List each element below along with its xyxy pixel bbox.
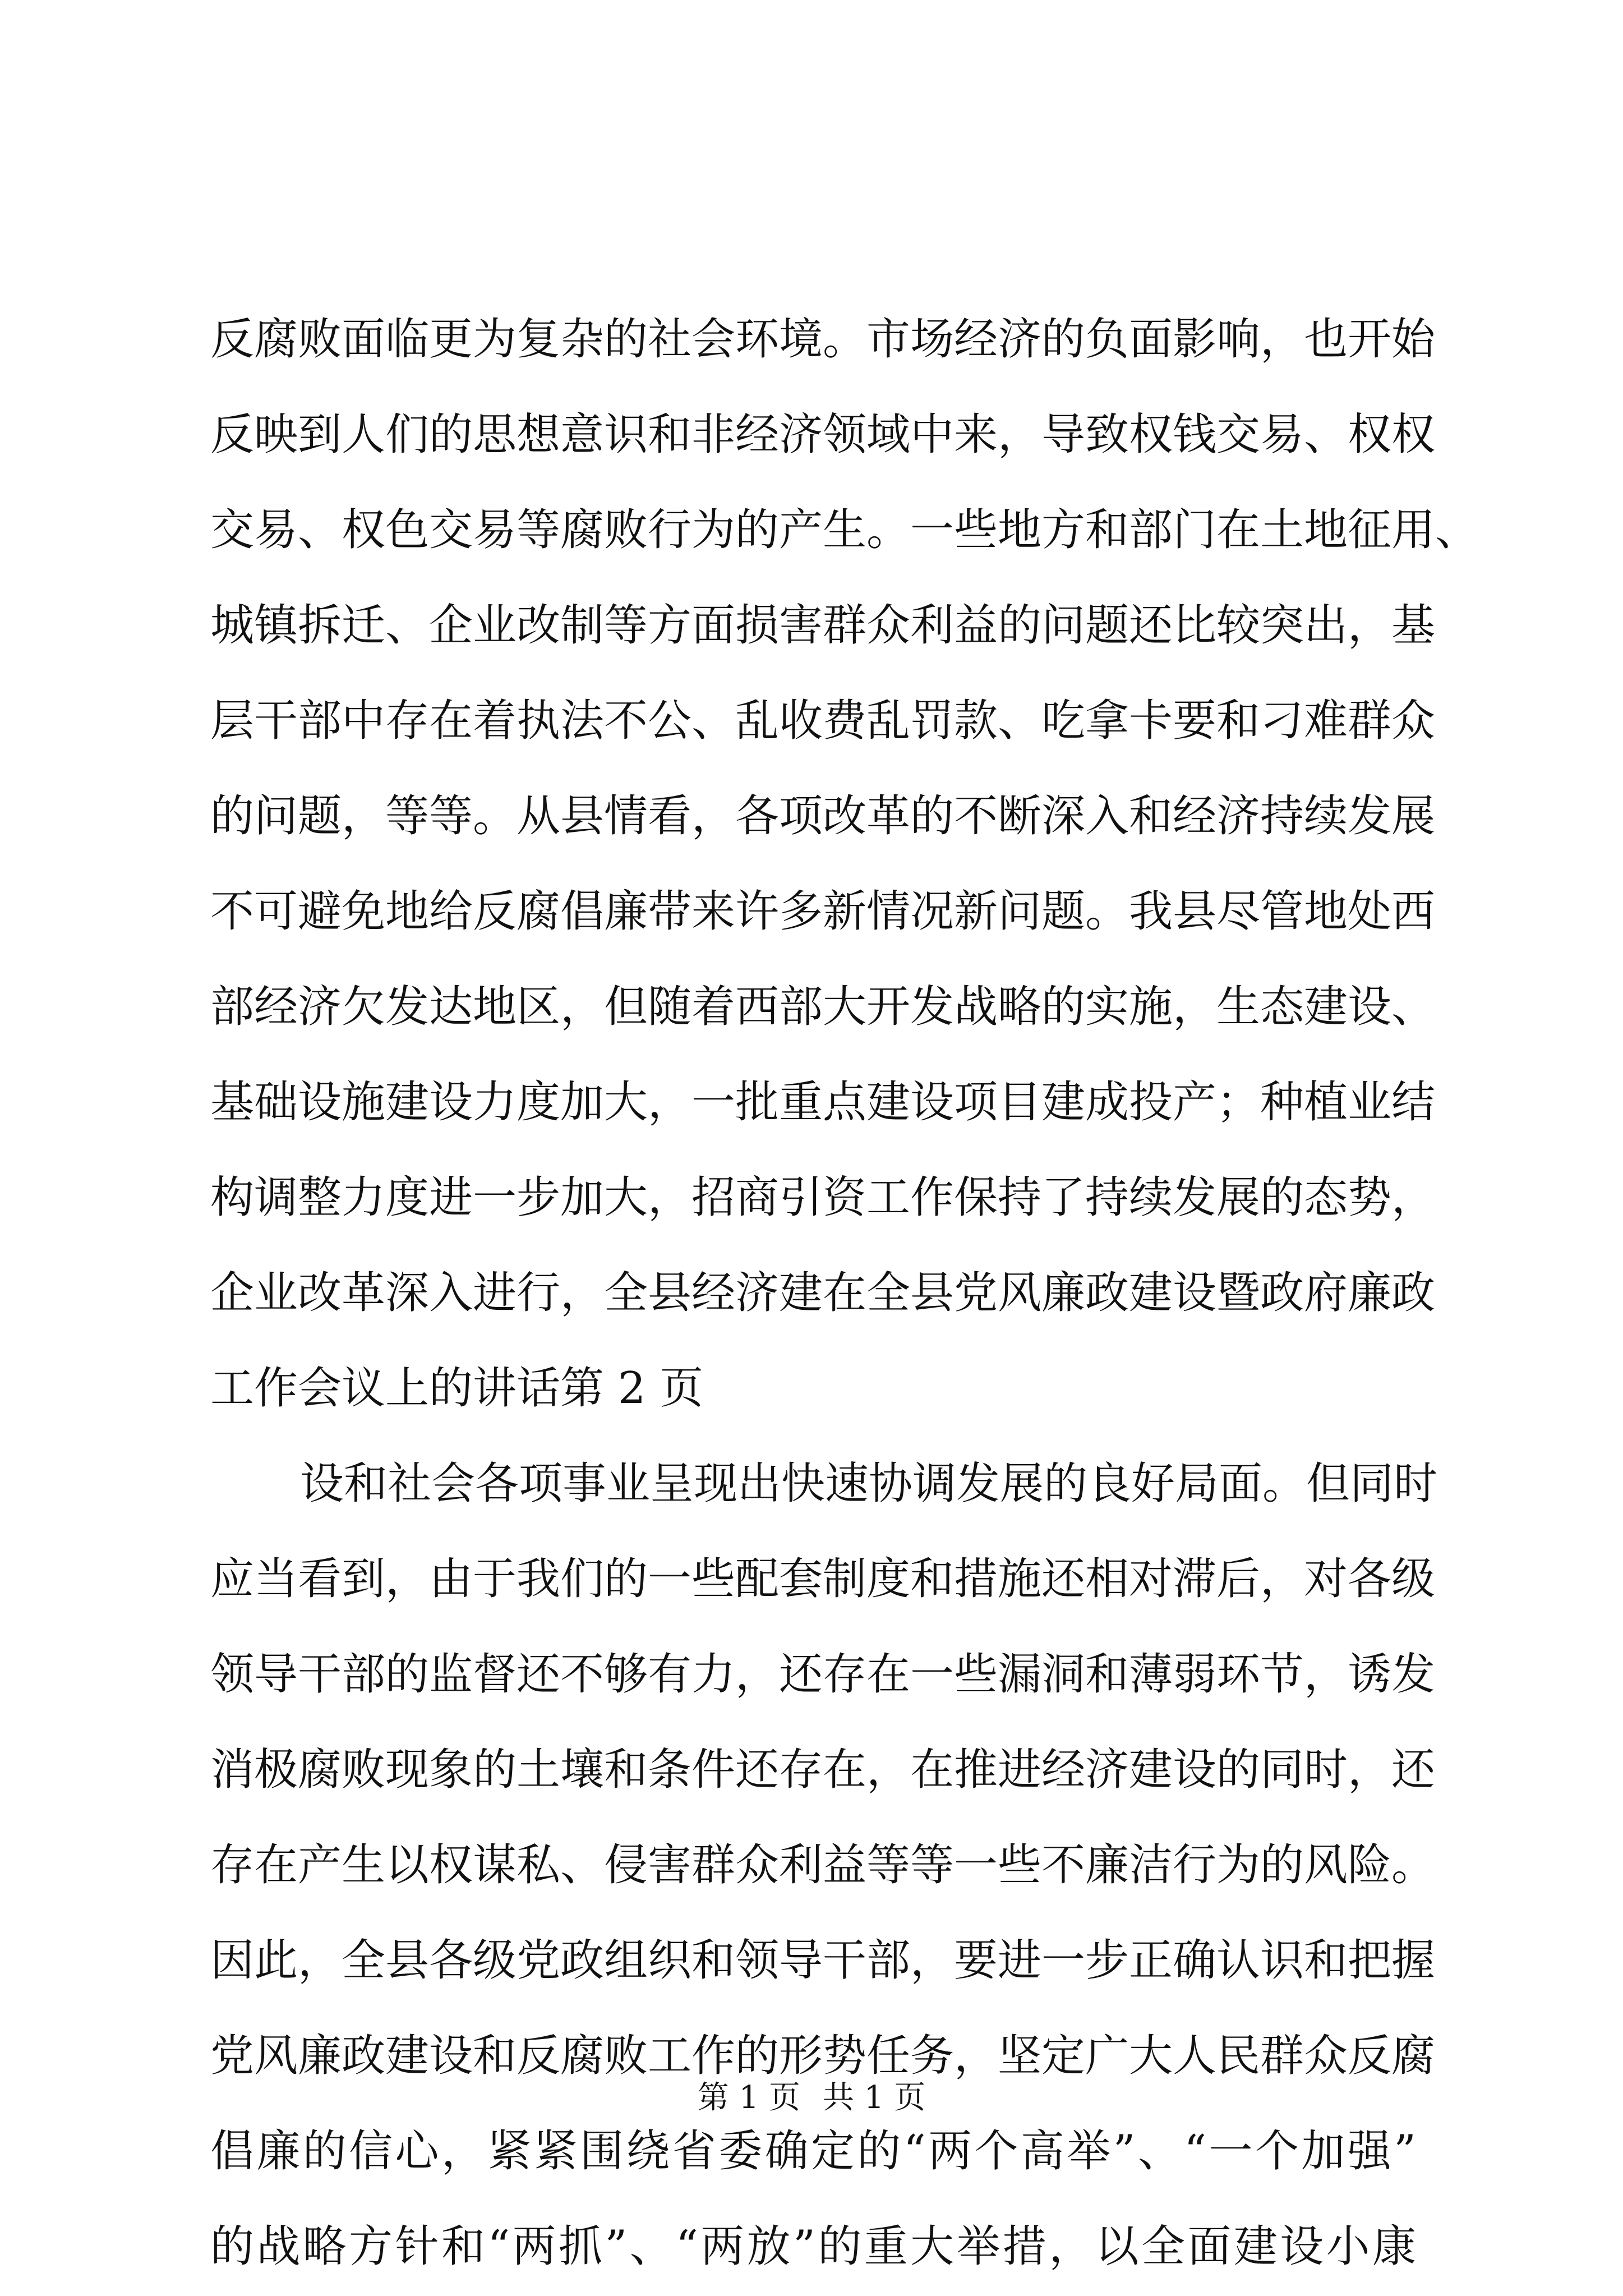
text-line: 层干部中存在着执法不公、乱收费乱罚款、吃拿卡要和刁难群众 [210,696,1436,746]
text-line: 反腐败面临更为复杂的社会环境。市场经济的负面影响，也开始 [210,314,1436,365]
text-line: 倡廉的信心，紧紧围绕省委确定的“两个高举”、“一个加强” [210,2126,1416,2177]
text-line: 领导干部的监督还不够有力，还存在一些漏洞和薄弱环节，诱发 [210,1649,1436,1700]
text-line: 基础设施建设力度加大，一批重点建设项目建成投产；种植业结 [210,1077,1436,1128]
text-line: 工作会议上的讲话第 2 页 [210,1363,704,1414]
text-line: 应当看到，由于我们的一些配套制度和措施还相对滞后，对各级 [210,1554,1436,1604]
page-footer [0,2076,1623,2120]
text-line: 交易、权色交易等腐败行为的产生。一些地方和部门在土地征用、 [210,505,1479,555]
page-total: 共 1 页 [823,2079,926,2116]
text-line: 部经济欠发达地区，但随着西部大开发战略的实施，生态建设、 [210,982,1436,1032]
text-line: 的问题，等等。从县情看，各项改革的不断深入和经济持续发展 [210,791,1436,841]
paragraph-start-line: 设和社会各项事业呈现出快速协调发展的良好局面。但同时 [300,1458,1438,1509]
document-body [210,292,1479,2294]
page-number: 第 1 页 [697,2079,800,2116]
text-line: 城镇拆迁、企业改制等方面损害群众利益的问题还比较突出，基 [210,600,1436,651]
text-line: 的战略方针和“两抓”、“两放”的重大举措，以全面建设小康 [210,2221,1416,2272]
text-line: 存在产生以权谋私、侵害群众利益等等一些不廉洁行为的风险。 [210,1840,1436,1890]
text-line: 消极腐败现象的土壤和条件还存在，在推进经济建设的同时，还 [210,1745,1436,1795]
text-line: 企业改革深入进行，全县经济建在全县党风廉政建设暨政府廉政 [210,1268,1436,1318]
text-line: 构调整力度进一步加大，招商引资工作保持了持续发展的态势， [210,1172,1436,1223]
text-line: 党风廉政建设和反腐败工作的形势任务，坚定广大人民群众反腐 [210,2031,1436,2081]
text-line: 反映到人们的思想意识和非经济领域中来，导致权钱交易、权权 [210,409,1436,460]
text-line: 不可避免地给反腐倡廉带来许多新情况新问题。我县尽管地处西 [210,886,1436,937]
text-line: 因此，全县各级党政组织和领导干部，要进一步正确认识和把握 [210,1935,1436,1986]
